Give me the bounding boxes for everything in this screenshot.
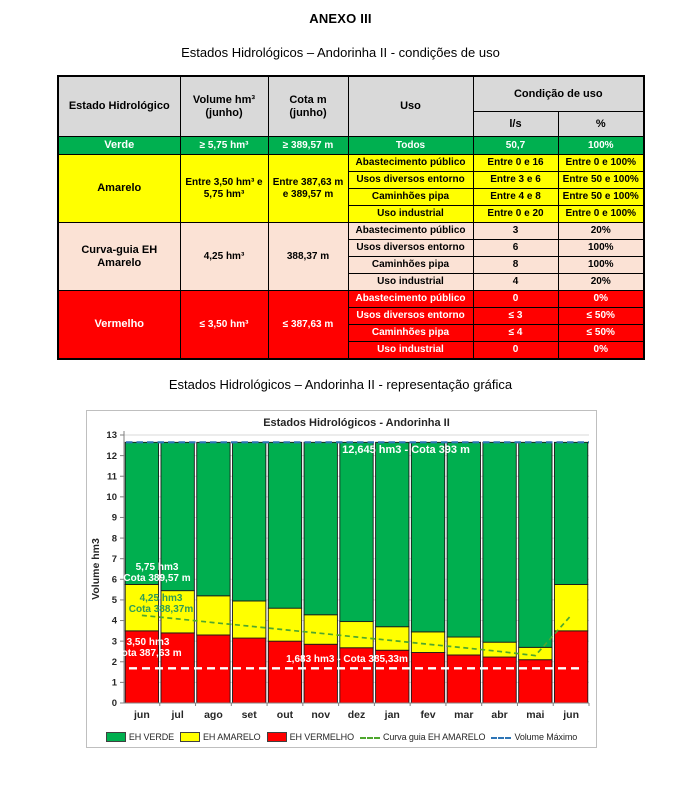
header-cota: Cota m (junho) [268,76,348,137]
legend-label: EH AMARELO [203,732,261,742]
bar-segment [519,442,552,647]
chart-annotation: 1,683 hm3 - Cota 385,33m [286,654,408,665]
x-tick-label: mar [454,709,474,721]
pct-cell: ≤ 50% [558,308,644,325]
cota-cell: Entre 387,63 m e 389,57 m [268,155,348,223]
y-tick-label: 6 [111,574,117,586]
uso-cell: Todos [348,137,473,155]
table-section-title: Estados Hidrológicos – Andorinha II - condições de uso [181,45,500,60]
header-uso: Uso [348,76,473,137]
chart-annotation: 5,75 hm3 Cota 389,57 m [123,562,191,584]
x-tick-label: mai [526,709,545,721]
y-tick-label: 11 [106,471,117,483]
bar-segment [197,596,230,635]
bar-segment [519,660,552,703]
x-tick-label: jan [384,709,400,721]
x-tick-label: jun [134,709,150,721]
cota-cell: ≤ 387,63 m [268,291,348,360]
x-tick-label: jul [171,709,184,721]
uso-cell: Abastecimento público [348,291,473,308]
estado-cell: Curva-guia EH Amarelo [58,223,180,291]
bar-segment [268,641,301,703]
ls-cell: 3 [473,223,558,240]
bar-segment [554,442,587,584]
legend-color-swatch [180,732,200,742]
uso-cell: Usos diversos entorno [348,240,473,257]
legend-item [360,732,485,742]
y-tick-label: 10 [106,492,117,504]
chart-title: Estados Hidrológicos - Andorinha II [263,417,450,429]
header-ls: l/s [473,112,558,137]
bar-segment [233,442,266,601]
table-row [58,137,644,155]
x-tick-label: dez [347,709,366,721]
bar-segment [554,631,587,703]
bar-segment [411,652,444,703]
cota-cell: ≥ 389,57 m [268,137,348,155]
ls-cell: 0 [473,291,558,308]
pct-cell: Entre 50 e 100% [558,189,644,206]
ls-cell: Entre 4 e 8 [473,189,558,206]
pct-cell: 0% [558,291,644,308]
estado-cell: Amarelo [58,155,180,223]
pct-cell: 20% [558,274,644,291]
chart-section-title: Estados Hidrológicos – Andorinha II - representação gráfica [168,377,513,392]
legend-label: EH VERDE [128,732,175,742]
volume-cell: 4,25 hm³ [180,223,268,291]
ls-cell: 0 [473,342,558,360]
pct-cell: 20% [558,223,644,240]
bar-segment [268,608,301,641]
y-tick-label: 4 [111,615,117,627]
y-tick-label: 5 [111,595,117,607]
x-tick-label: set [241,709,257,721]
bar-segment [554,584,587,630]
bar-segment [304,615,337,644]
chart-annotation: 3,50 hm3 Cota 387,63 m [114,637,182,659]
uso-cell: Uso industrial [348,274,473,291]
page-title: ANEXO III [309,11,372,26]
x-tick-label: abr [491,709,508,721]
ls-cell: Entre 3 e 6 [473,172,558,189]
y-tick-label: 3 [111,636,117,648]
bar-segment [197,442,230,595]
y-tick-label: 8 [111,533,117,545]
pct-cell: 0% [558,342,644,360]
legend-label: EH VERMELHO [289,732,354,742]
x-tick-label: out [276,709,294,721]
estado-cell: Verde [58,137,180,155]
pct-cell: 100% [558,257,644,274]
conditions-table [57,75,645,360]
header-condicao: Condição de uso [473,76,644,112]
bar-segment [340,622,373,648]
x-tick-label: jun [563,709,579,721]
pct-cell: ≤ 50% [558,325,644,342]
legend-color-swatch [106,732,126,742]
bar-segment [411,442,444,632]
y-tick-label: 0 [111,698,117,710]
chart-legend [87,732,596,742]
bar-segment [376,442,409,626]
bar-segment [233,601,266,638]
bar-segment [340,442,373,621]
y-tick-label: 7 [111,553,117,565]
bar-segment [483,442,516,642]
bar-segment [447,637,480,655]
ls-cell: Entre 0 e 16 [473,155,558,172]
ls-cell: Entre 0 e 20 [473,206,558,223]
y-tick-label: 1 [111,677,117,689]
chart-canvas [87,411,596,747]
ls-cell: 50,7 [473,137,558,155]
bar-segment [483,657,516,703]
ls-cell: 6 [473,240,558,257]
legend-item [491,732,577,742]
pct-cell: Entre 50 e 100% [558,172,644,189]
legend-item [106,732,174,742]
header-volume: Volume hm³ (junho) [180,76,268,137]
bar-segment [233,638,266,703]
table-row [58,155,644,172]
legend-color-swatch [267,732,287,742]
header-pct: % [558,112,644,137]
pct-cell: 100% [558,137,644,155]
legend-dash-swatch [360,737,380,739]
legend-item [180,732,261,742]
ls-cell: 4 [473,274,558,291]
uso-cell: Usos diversos entorno [348,172,473,189]
y-axis-label: Volume hm3 [90,538,102,600]
cota-cell: 388,37 m [268,223,348,291]
bar-segment [304,442,337,614]
uso-cell: Caminhões pipa [348,189,473,206]
bar-segment [483,642,516,657]
legend-item [267,732,354,742]
uso-cell: Abastecimento público [348,223,473,240]
estado-cell: Vermelho [58,291,180,360]
ls-cell: ≤ 4 [473,325,558,342]
pct-cell: 100% [558,240,644,257]
uso-cell: Uso industrial [348,342,473,360]
chart-annotation: 4,25 hm3 Cota 388,37m [128,593,194,615]
volume-cell: ≥ 5,75 hm³ [180,137,268,155]
uso-cell: Abastecimento público [348,155,473,172]
x-tick-label: ago [204,709,223,721]
legend-dash-swatch [491,737,511,739]
legend-label: Volume Máximo [514,732,578,742]
pct-cell: Entre 0 e 100% [558,206,644,223]
bar-segment [268,442,301,608]
uso-cell: Uso industrial [348,206,473,223]
ls-cell: ≤ 3 [473,308,558,325]
bar-segment [447,655,480,703]
bar-segment [447,442,480,637]
x-tick-label: fev [420,709,436,721]
hydrological-states-chart [86,410,597,748]
volume-cell: Entre 3,50 hm³ e 5,75 hm³ [180,155,268,223]
x-tick-label: nov [311,709,331,721]
table-row [58,223,644,240]
uso-cell: Caminhões pipa [348,325,473,342]
y-tick-label: 13 [106,430,117,442]
chart-annotation: 12,645 hm3 - Cota 393 m [342,444,470,456]
legend-label: Curva guia EH AMARELO [382,732,486,742]
uso-cell: Caminhões pipa [348,257,473,274]
table-row [58,291,644,308]
y-tick-label: 12 [106,450,117,462]
y-tick-label: 2 [111,656,117,668]
bar-segment [376,627,409,651]
ls-cell: 8 [473,257,558,274]
pct-cell: Entre 0 e 100% [558,155,644,172]
volume-cell: ≤ 3,50 hm³ [180,291,268,360]
uso-cell: Usos diversos entorno [348,308,473,325]
y-tick-label: 9 [111,512,117,524]
header-estado: Estado Hidrológico [58,76,180,137]
